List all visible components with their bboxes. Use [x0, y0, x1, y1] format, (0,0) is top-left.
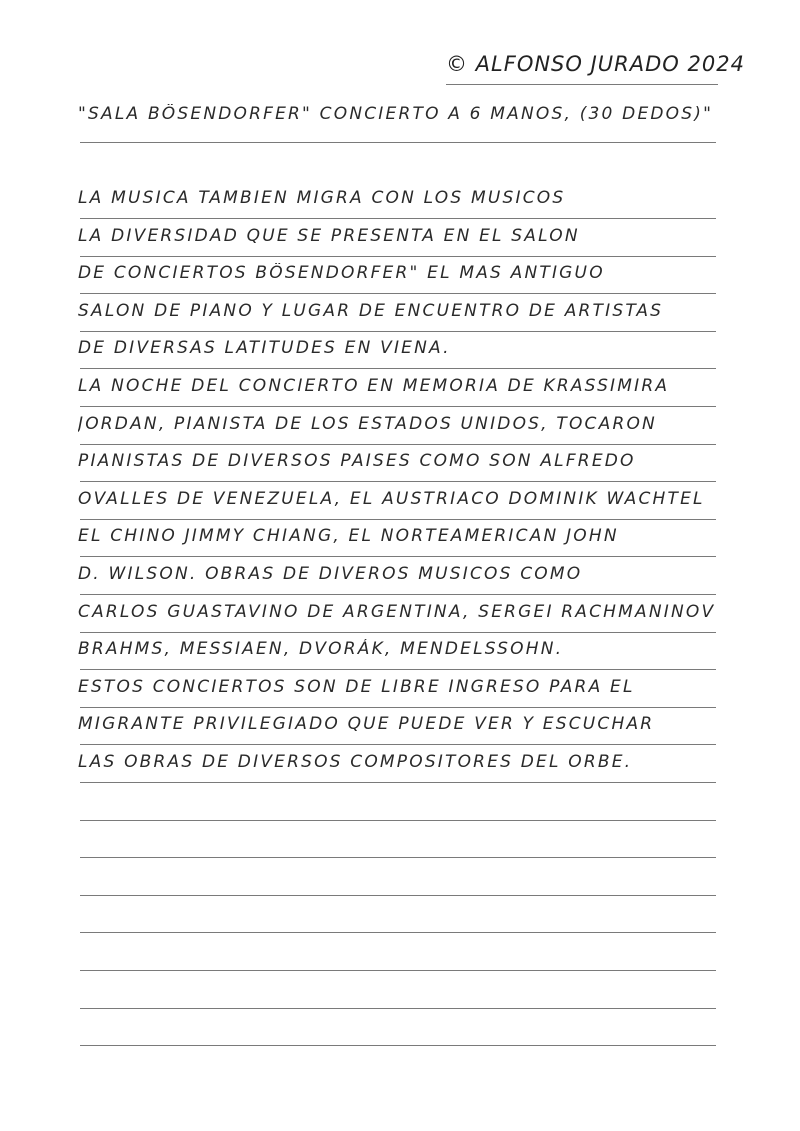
- ruled-line-title: [80, 142, 716, 143]
- handwritten-line: OVALLES DE VENEZUELA, EL AUSTRIACO DOMINIK WACHTEL: [78, 488, 705, 509]
- ruled-line: [80, 331, 716, 332]
- handwritten-line: CARLOS GUASTAVINO DE ARGENTINA, SERGEI RACHMANINOV: [78, 601, 716, 622]
- ruled-line: [80, 519, 716, 520]
- handwritten-line: MIGRANTE PRIVILEGIADO QUE PUEDE VER Y ESCUCHAR: [78, 714, 655, 735]
- ruled-line: [80, 256, 716, 257]
- ruled-line: [80, 1045, 716, 1046]
- handwritten-line: LA MUSICA TAMBIEN MIGRA CON LOS MUSICOS: [78, 188, 566, 208]
- ruled-line: [80, 632, 716, 633]
- ruled-line: [80, 218, 716, 219]
- ruled-line: [80, 406, 716, 407]
- handwritten-line: EL CHINO JIMMY CHIANG, EL NORTEAMERICAN JOHN: [78, 526, 619, 547]
- ruled-line: [80, 782, 716, 783]
- ruled-line: [80, 594, 716, 595]
- ruled-line: [80, 481, 716, 482]
- ruled-line: [80, 932, 716, 933]
- handwritten-line: ESTOS CONCIERTOS SON DE LIBRE INGRESO PARA EL: [78, 676, 635, 697]
- ruled-line: [80, 744, 716, 745]
- handwritten-line: JORDAN, PIANISTA DE LOS ESTADOS UNIDOS, TOCARON: [78, 413, 657, 434]
- handwritten-line: LA DIVERSIDAD QUE SE PRESENTA EN EL SALON: [78, 225, 580, 246]
- handwritten-line: BRAHMS, MESSIAEN, DVORÁK, MENDELSSOHN.: [78, 639, 564, 660]
- ruled-line: [80, 368, 716, 369]
- ruled-line-copyright: [446, 84, 718, 85]
- ruled-line: [80, 556, 716, 557]
- handwritten-line: D. WILSON. OBRAS DE DIVEROS MUSICOS COMO: [78, 564, 583, 584]
- handwritten-line: DE DIVERSAS LATITUDES EN VIENA.: [78, 338, 451, 359]
- page-title: "SALA BÖSENDORFER" CONCIERTO A 6 MANOS, (30 DEDOS)": [78, 104, 714, 124]
- ruled-line: [80, 293, 716, 294]
- handwritten-line: LA NOCHE DEL CONCIERTO EN MEMORIA DE KRASSIMIRA: [78, 376, 670, 396]
- handwritten-line: DE CONCIERTOS BÖSENDORFER" EL MAS ANTIGUO: [78, 263, 605, 284]
- copyright-signature: © ALFONSO JURADO 2024: [446, 52, 745, 76]
- ruled-line: [80, 970, 716, 971]
- handwritten-line: PIANISTAS DE DIVERSOS PAISES COMO SON ALFREDO: [78, 451, 636, 472]
- ruled-line: [80, 895, 716, 896]
- ruled-line: [80, 669, 716, 670]
- ruled-line: [80, 820, 716, 821]
- ruled-line: [80, 857, 716, 858]
- handwritten-line: SALON DE PIANO Y LUGAR DE ENCUENTRO DE ARTISTAS: [78, 300, 664, 321]
- handwritten-line: LAS OBRAS DE DIVERSOS COMPOSITORES DEL ORBE.: [78, 752, 633, 772]
- ruled-line: [80, 1008, 716, 1009]
- ruled-line: [80, 707, 716, 708]
- ruled-line: [80, 444, 716, 445]
